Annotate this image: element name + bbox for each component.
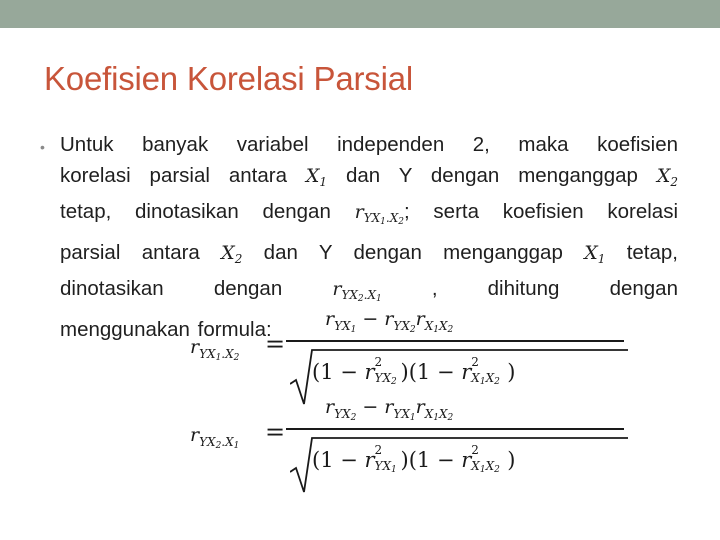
body-line-6: menggunakan formula: <box>60 317 272 341</box>
formula-1-numerator: $r_{YX_1} - r_{YX_2}r_{X_1X_2}$ <box>325 308 454 335</box>
fraction-bar <box>286 340 624 342</box>
body-line-2: korelasi parsial antara $X_1$ dan Y dengan menganggap $X_2$ <box>60 163 678 189</box>
header-bar <box>0 0 720 28</box>
math-x1: $X_1$ <box>584 241 606 266</box>
equals-sign: = <box>265 418 286 446</box>
math-x1: $X_1$ <box>305 164 328 189</box>
formula-2-numerator: $r_{YX_2} - r_{YX_1}r_{X_1X_2}$ <box>325 396 454 423</box>
bullet-marker: • <box>40 139 45 155</box>
formula-1-denominator: (1 − r 2 $YX_2$ )(1 − r 2 $X_1X_2$ ) <box>290 346 630 406</box>
math-x2: $X_2$ <box>221 241 243 266</box>
body-line-3: tetap, dinotasikan dengan $r_{YX_1.X_2}$; serta koefisien korelasi <box>60 200 678 227</box>
math-r-yx2x1: $r_{YX_2.X_1}$ <box>332 278 382 304</box>
body-line-5: dinotasikan dengan $r_{YX_2.X_1}$ , dihitung dengan <box>60 277 678 304</box>
formula-2-denominator: (1 − r 2 $YX_1$ )(1 − r 2 $X_1X_2$ ) <box>290 434 630 494</box>
formula-1-lhs: $r_{YX_1.X_2}$ <box>190 336 240 363</box>
fraction-bar <box>286 428 624 430</box>
math-r-yx1x2: $r_{YX_1.X_2}$ <box>354 201 404 227</box>
equals-sign: = <box>265 330 286 358</box>
math-x2: $X_2$ <box>656 164 678 189</box>
body-line-4: parsial antara $X_2$ dan Y dengan menganggap $X_1$ tetap, <box>60 240 678 266</box>
body-line-1: Untuk banyak variabel independen 2, maka koefisien <box>60 133 678 156</box>
slide-title: Koefisien Korelasi Parsial <box>44 60 413 97</box>
formula-2-lhs: $r_{YX_2.X_1}$ <box>190 424 240 451</box>
